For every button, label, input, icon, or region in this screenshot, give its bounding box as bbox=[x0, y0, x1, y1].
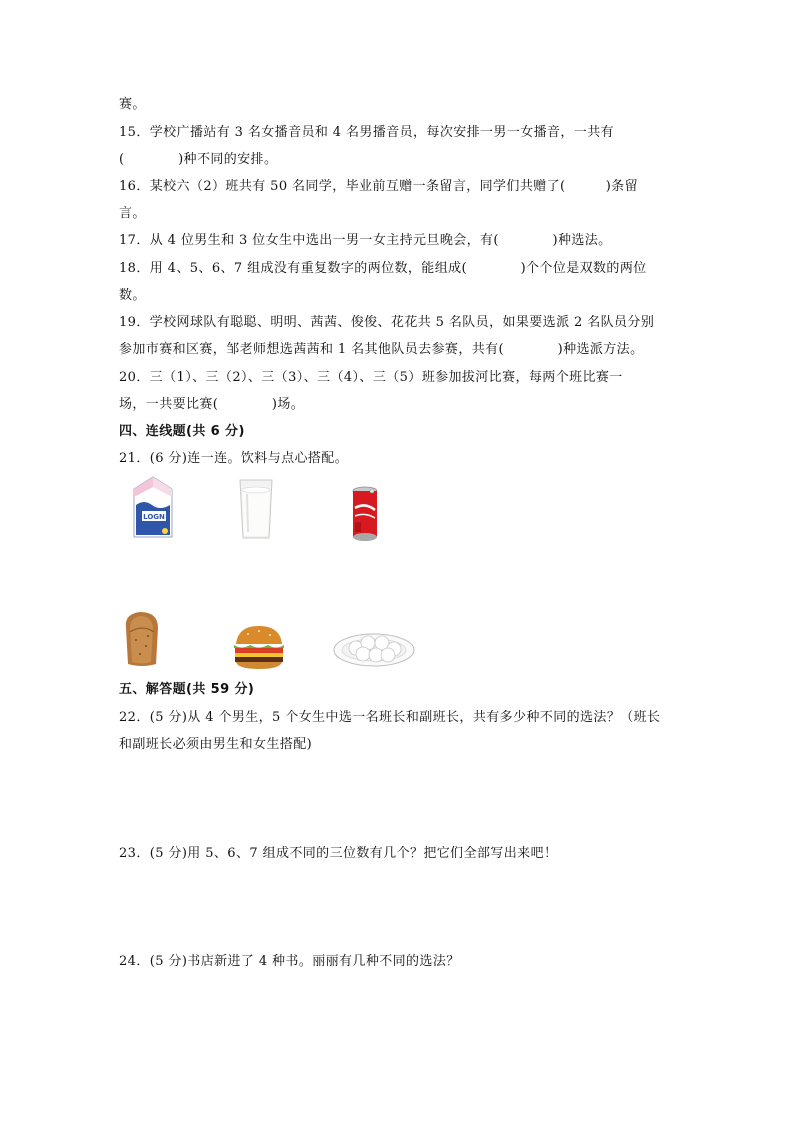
plate-of-buns-image bbox=[332, 622, 416, 670]
question-20-line-1: 20．三（1）、三（2）、三（3）、三（4）、三（5）班参加拔河比赛，每两个班比赛一 bbox=[119, 370, 623, 385]
question-18-line-1: 18．用 4、5、6、7 组成没有重复数字的两位数，能组成( )个个位是双数的两位 bbox=[119, 261, 647, 276]
question-16-line-1: 16．某校六（2）班共有 50 名同学，毕业前互赠一条留言，同学们共赠了( )条留 bbox=[119, 179, 638, 194]
question-15-line-2: ( )种不同的安排。 bbox=[119, 152, 278, 167]
section-4-heading: 四、连线题(共 6 分) bbox=[119, 424, 245, 439]
hamburger-image bbox=[232, 624, 286, 670]
question-21: 21．(6 分)连一连。饮料与点心搭配。 bbox=[119, 451, 349, 466]
question-17: 17．从 4 位男生和 3 位女生中选出一男一女主持元旦晚会，有( )种选法。 bbox=[119, 233, 612, 248]
question-23: 23．(5 分)用 5、6、7 组成不同的三位数有几个？把它们全部写出来吧！ bbox=[119, 846, 558, 861]
bread-loaf-image bbox=[120, 610, 162, 668]
question-15-line-1: 15．学校广播站有 3 名女播音员和 4 名男播音员，每次安排一男一女播音，一共有 bbox=[119, 125, 615, 140]
question-24: 24．(5 分)书店新进了 4 种书。丽丽有几种不同的选法？ bbox=[119, 954, 460, 969]
cola-can-image bbox=[348, 486, 382, 542]
question-16-line-2: 言。 bbox=[119, 206, 146, 221]
question-22-line-1: 22．(5 分)从 4 个男生，5 个女生中选一名班长和副班长，共有多少种不同的选法？（班长 bbox=[119, 710, 661, 725]
question-19-line-2: 参加市赛和区赛，邹老师想选茜茜和 1 名其他队员去参赛，共有( )种选派方法。 bbox=[119, 342, 644, 357]
milk-carton-label: LOGN bbox=[143, 513, 165, 521]
milk-carton-image bbox=[130, 475, 176, 539]
question-22-line-2: 和副班长必须由男生和女生搭配) bbox=[119, 737, 313, 752]
question-19-line-1: 19．学校网球队有聪聪、明明、茜茜、俊俊、花花共 5 名队员，如果要选派 2 名队员分别 bbox=[119, 315, 655, 330]
section-5-heading: 五、解答题(共 59 分) bbox=[119, 682, 255, 697]
question-20-line-2: 场，一共要比赛( )场。 bbox=[119, 397, 305, 412]
continued-text: 赛。 bbox=[119, 97, 146, 112]
question-18-line-2: 数。 bbox=[119, 288, 146, 303]
glass-of-milk-image bbox=[238, 478, 274, 540]
